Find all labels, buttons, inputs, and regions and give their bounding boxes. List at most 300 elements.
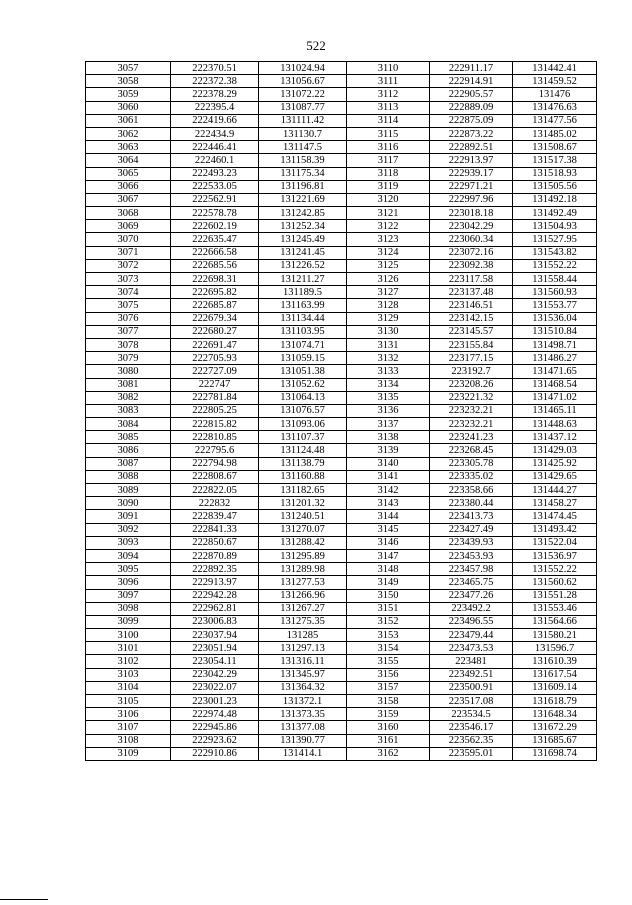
y-coord-cell: 131459.52 [513,75,597,88]
x-coord-cell: 222962.81 [171,602,259,615]
point-id-cell: 3137 [347,418,430,431]
point-id-cell: 3121 [347,207,430,220]
point-id-cell: 3123 [347,233,430,246]
y-coord-cell: 131277.53 [259,576,347,589]
x-coord-cell: 222974.48 [171,708,259,721]
y-coord-cell: 131471.02 [513,391,597,404]
x-coord-cell: 222493.23 [171,167,259,180]
point-id-cell: 3092 [86,523,171,536]
y-coord-cell: 131476.63 [513,101,597,114]
y-coord-cell: 131024.94 [259,62,347,75]
y-coord-cell: 131201.32 [259,497,347,510]
x-coord-cell: 223305.78 [430,457,513,470]
x-coord-cell: 222635.47 [171,233,259,246]
y-coord-cell: 131536.97 [513,549,597,562]
point-id-cell: 3134 [347,378,430,391]
x-coord-cell: 222705.93 [171,352,259,365]
x-coord-cell: 223022.07 [171,681,259,694]
x-coord-cell: 223177.15 [430,352,513,365]
table-row [86,391,597,404]
point-id-cell: 3115 [347,127,430,140]
x-coord-cell: 223042.29 [430,220,513,233]
point-id-cell: 3076 [86,312,171,325]
x-coord-cell: 223232.21 [430,404,513,417]
point-id-cell: 3091 [86,510,171,523]
page-number: 522 [306,38,326,53]
table-row [86,312,597,325]
x-coord-cell: 222889.09 [430,101,513,114]
table-row [86,378,597,391]
x-coord-cell: 223018.18 [430,207,513,220]
y-coord-cell: 131221.69 [259,193,347,206]
point-id-cell: 3090 [86,497,171,510]
point-id-cell: 3093 [86,536,171,549]
point-id-cell: 3084 [86,418,171,431]
x-coord-cell: 223546.17 [430,721,513,734]
point-id-cell: 3071 [86,246,171,259]
point-id-cell: 3068 [86,207,171,220]
table-row [86,576,597,589]
point-id-cell: 3088 [86,470,171,483]
y-coord-cell: 131698.74 [513,747,597,760]
table-row [86,523,597,536]
y-coord-cell: 131465.11 [513,404,597,417]
x-coord-cell: 222795.6 [171,444,259,457]
x-coord-cell: 223006.83 [171,615,259,628]
y-coord-cell: 131377.08 [259,721,347,734]
x-coord-cell: 222578.78 [171,207,259,220]
x-coord-cell: 223453.93 [430,549,513,562]
x-coord-cell: 223037.94 [171,629,259,642]
point-id-cell: 3160 [347,721,430,734]
x-coord-cell: 223001.23 [171,695,259,708]
y-coord-cell: 131226.52 [259,259,347,272]
y-coord-cell: 131275.35 [259,615,347,628]
x-coord-cell: 222727.09 [171,365,259,378]
point-id-cell: 3113 [347,101,430,114]
y-coord-cell: 131552.22 [513,259,597,272]
y-coord-cell: 131437.12 [513,431,597,444]
y-coord-cell: 131158.39 [259,154,347,167]
table-row [86,325,597,338]
table-row [86,273,597,286]
y-coord-cell: 131372.1 [259,695,347,708]
y-coord-cell: 131072.22 [259,88,347,101]
y-coord-cell: 131552.22 [513,563,597,576]
table-row [86,154,597,167]
point-id-cell: 3081 [86,378,171,391]
y-coord-cell: 131242.85 [259,207,347,220]
y-coord-cell: 131056.67 [259,75,347,88]
x-coord-cell: 222911.17 [430,62,513,75]
point-id-cell: 3107 [86,721,171,734]
x-coord-cell: 222698.31 [171,273,259,286]
table-row [86,114,597,127]
x-coord-cell: 222781.84 [171,391,259,404]
x-coord-cell: 222372.38 [171,75,259,88]
point-id-cell: 3069 [86,220,171,233]
point-id-cell: 3062 [86,127,171,140]
x-coord-cell: 223241.23 [430,431,513,444]
x-coord-cell: 223500.91 [430,681,513,694]
point-id-cell: 3144 [347,510,430,523]
point-id-cell: 3122 [347,220,430,233]
x-coord-cell: 223595.01 [430,747,513,760]
point-id-cell: 3130 [347,325,430,338]
table-row [86,563,597,576]
y-coord-cell: 131245.49 [259,233,347,246]
point-id-cell: 3106 [86,708,171,721]
x-coord-cell: 223479.44 [430,629,513,642]
y-coord-cell: 131288.42 [259,536,347,549]
x-coord-cell: 222913.97 [430,154,513,167]
y-coord-cell: 131107.37 [259,431,347,444]
table-row [86,470,597,483]
x-coord-cell: 223060.34 [430,233,513,246]
x-coord-cell: 223192.7 [430,365,513,378]
y-coord-cell: 131064.13 [259,391,347,404]
point-id-cell: 3147 [347,549,430,562]
table-row [86,695,597,708]
x-coord-cell: 223142.15 [430,312,513,325]
table-row [86,589,597,602]
x-coord-cell: 222892.51 [430,141,513,154]
table-row [86,352,597,365]
y-coord-cell: 131493.42 [513,523,597,536]
point-id-cell: 3138 [347,431,430,444]
x-coord-cell: 222914.91 [430,75,513,88]
y-coord-cell: 131074.71 [259,338,347,351]
point-id-cell: 3139 [347,444,430,457]
y-coord-cell: 131267.27 [259,602,347,615]
point-id-cell: 3151 [347,602,430,615]
x-coord-cell: 223232.21 [430,418,513,431]
point-id-cell: 3108 [86,734,171,747]
y-coord-cell: 131498.71 [513,338,597,351]
point-id-cell: 3141 [347,470,430,483]
point-id-cell: 3103 [86,668,171,681]
x-coord-cell: 223492.51 [430,668,513,681]
point-id-cell: 3128 [347,299,430,312]
y-coord-cell: 131316.11 [259,655,347,668]
point-id-cell: 3059 [86,88,171,101]
y-coord-cell: 131560.62 [513,576,597,589]
point-id-cell: 3063 [86,141,171,154]
y-coord-cell: 131609.14 [513,681,597,694]
point-id-cell: 3096 [86,576,171,589]
x-coord-cell: 223137.48 [430,286,513,299]
table-row [86,180,597,193]
y-coord-cell: 131444.27 [513,484,597,497]
x-coord-cell: 223477.26 [430,589,513,602]
point-id-cell: 3067 [86,193,171,206]
table-row [86,62,597,75]
x-coord-cell: 222945.86 [171,721,259,734]
y-coord-cell: 131390.77 [259,734,347,747]
y-coord-cell: 131103.95 [259,325,347,338]
y-coord-cell: 131111.42 [259,114,347,127]
point-id-cell: 3136 [347,404,430,417]
x-coord-cell: 223146.51 [430,299,513,312]
y-coord-cell: 131610.39 [513,655,597,668]
table-row [86,457,597,470]
x-coord-cell: 223465.75 [430,576,513,589]
table-row [86,338,597,351]
point-id-cell: 3064 [86,154,171,167]
point-id-cell: 3140 [347,457,430,470]
y-coord-cell: 131076.57 [259,404,347,417]
table-row [86,721,597,734]
x-coord-cell: 222822.05 [171,484,259,497]
point-id-cell: 3131 [347,338,430,351]
point-id-cell: 3087 [86,457,171,470]
x-coord-cell: 222679.34 [171,312,259,325]
y-coord-cell: 131474.45 [513,510,597,523]
y-coord-cell: 131252.34 [259,220,347,233]
point-id-cell: 3120 [347,193,430,206]
point-id-cell: 3075 [86,299,171,312]
table-row [86,101,597,114]
table-row [86,431,597,444]
point-id-cell: 3127 [347,286,430,299]
y-coord-cell: 131189.5 [259,286,347,299]
y-coord-cell: 131059.15 [259,352,347,365]
y-coord-cell: 131536.04 [513,312,597,325]
table-row [86,167,597,180]
table-row [86,299,597,312]
y-coord-cell: 131618.79 [513,695,597,708]
table-row [86,747,597,760]
table-row [86,207,597,220]
y-coord-cell: 131196.81 [259,180,347,193]
x-coord-cell: 222378.29 [171,88,259,101]
point-id-cell: 3066 [86,180,171,193]
point-id-cell: 3077 [86,325,171,338]
y-coord-cell: 131134.44 [259,312,347,325]
x-coord-cell: 223492.2 [430,602,513,615]
y-coord-cell: 131617.54 [513,668,597,681]
table-row [86,734,597,747]
y-coord-cell: 131289.98 [259,563,347,576]
x-coord-cell: 223221.32 [430,391,513,404]
table-row [86,681,597,694]
y-coord-cell: 131476 [513,88,597,101]
y-coord-cell: 131429.65 [513,470,597,483]
y-coord-cell: 131685.67 [513,734,597,747]
table-row [86,497,597,510]
table-row [86,642,597,655]
y-coord-cell: 131093.06 [259,418,347,431]
point-id-cell: 3102 [86,655,171,668]
point-id-cell: 3148 [347,563,430,576]
y-coord-cell: 131175.34 [259,167,347,180]
y-coord-cell: 131448.63 [513,418,597,431]
point-id-cell: 3145 [347,523,430,536]
y-coord-cell: 131240.51 [259,510,347,523]
table-row [86,629,597,642]
y-coord-cell: 131580.21 [513,629,597,642]
y-coord-cell: 131517.38 [513,154,597,167]
x-coord-cell: 223481 [430,655,513,668]
point-id-cell: 3070 [86,233,171,246]
table-row [86,655,597,668]
y-coord-cell: 131414.1 [259,747,347,760]
y-coord-cell: 131492.18 [513,193,597,206]
y-coord-cell: 131560.93 [513,286,597,299]
point-id-cell: 3146 [347,536,430,549]
x-coord-cell: 223145.57 [430,325,513,338]
x-coord-cell: 222997.96 [430,193,513,206]
point-id-cell: 3119 [347,180,430,193]
y-coord-cell: 131130.7 [259,127,347,140]
table-row [86,668,597,681]
y-coord-cell: 131138.79 [259,457,347,470]
y-coord-cell: 131147.5 [259,141,347,154]
table-row [86,127,597,140]
x-coord-cell: 222691.47 [171,338,259,351]
y-coord-cell: 131425.92 [513,457,597,470]
x-coord-cell: 223072.16 [430,246,513,259]
point-id-cell: 3099 [86,615,171,628]
point-id-cell: 3079 [86,352,171,365]
coordinate-table-body [86,62,597,761]
table-row [86,246,597,259]
x-coord-cell: 223439.93 [430,536,513,549]
point-id-cell: 3126 [347,273,430,286]
x-coord-cell: 223496.55 [430,615,513,628]
x-coord-cell: 222942.28 [171,589,259,602]
x-coord-cell: 222839.47 [171,510,259,523]
point-id-cell: 3132 [347,352,430,365]
table-row [86,484,597,497]
x-coord-cell: 222873.22 [430,127,513,140]
point-id-cell: 3142 [347,484,430,497]
x-coord-cell: 222395.4 [171,101,259,114]
y-coord-cell: 131051.38 [259,365,347,378]
x-coord-cell: 222910.86 [171,747,259,760]
y-coord-cell: 131648.34 [513,708,597,721]
y-coord-cell: 131551.28 [513,589,597,602]
x-coord-cell: 222808.67 [171,470,259,483]
point-id-cell: 3080 [86,365,171,378]
x-coord-cell: 222913.97 [171,576,259,589]
point-id-cell: 3125 [347,259,430,272]
x-coord-cell: 223092.38 [430,259,513,272]
y-coord-cell: 131527.95 [513,233,597,246]
y-coord-cell: 131211.27 [259,273,347,286]
point-id-cell: 3095 [86,563,171,576]
x-coord-cell: 223358.66 [430,484,513,497]
y-coord-cell: 131241.45 [259,246,347,259]
x-coord-cell: 223208.26 [430,378,513,391]
table-row [86,141,597,154]
x-coord-cell: 222460.1 [171,154,259,167]
y-coord-cell: 131345.97 [259,668,347,681]
point-id-cell: 3152 [347,615,430,628]
x-coord-cell: 222810.85 [171,431,259,444]
table-row [86,365,597,378]
point-id-cell: 3072 [86,259,171,272]
table-row [86,602,597,615]
x-coord-cell: 223380.44 [430,497,513,510]
x-coord-cell: 222870.89 [171,549,259,562]
point-id-cell: 3149 [347,576,430,589]
point-id-cell: 3116 [347,141,430,154]
x-coord-cell: 223268.45 [430,444,513,457]
table-row [86,444,597,457]
y-coord-cell: 131087.77 [259,101,347,114]
x-coord-cell: 223457.98 [430,563,513,576]
y-coord-cell: 131485.02 [513,127,597,140]
y-coord-cell: 131596.7 [513,642,597,655]
point-id-cell: 3114 [347,114,430,127]
x-coord-cell: 222832 [171,497,259,510]
point-id-cell: 3159 [347,708,430,721]
table-row [86,259,597,272]
y-coord-cell: 131052.62 [259,378,347,391]
point-id-cell: 3061 [86,114,171,127]
point-id-cell: 3073 [86,273,171,286]
x-coord-cell: 222562.91 [171,193,259,206]
y-coord-cell: 131504.93 [513,220,597,233]
x-coord-cell: 223562.35 [430,734,513,747]
point-id-cell: 3100 [86,629,171,642]
y-coord-cell: 131471.65 [513,365,597,378]
point-id-cell: 3074 [86,286,171,299]
point-id-cell: 3111 [347,75,430,88]
y-coord-cell: 131163.99 [259,299,347,312]
y-coord-cell: 131508.67 [513,141,597,154]
y-coord-cell: 131124.48 [259,444,347,457]
point-id-cell: 3065 [86,167,171,180]
x-coord-cell: 223042.29 [171,668,259,681]
y-coord-cell: 131266.96 [259,589,347,602]
point-id-cell: 3135 [347,391,430,404]
point-id-cell: 3086 [86,444,171,457]
x-coord-cell: 222370.51 [171,62,259,75]
y-coord-cell: 131477.56 [513,114,597,127]
point-id-cell: 3161 [347,734,430,747]
point-id-cell: 3133 [347,365,430,378]
x-coord-cell: 222666.58 [171,246,259,259]
point-id-cell: 3117 [347,154,430,167]
x-coord-cell: 222850.67 [171,536,259,549]
x-coord-cell: 223155.84 [430,338,513,351]
x-coord-cell: 222685.87 [171,299,259,312]
x-coord-cell: 222971.21 [430,180,513,193]
y-coord-cell: 131510.84 [513,325,597,338]
table-row [86,88,597,101]
x-coord-cell: 222923.62 [171,734,259,747]
x-coord-cell: 222685.56 [171,259,259,272]
point-id-cell: 3143 [347,497,430,510]
point-id-cell: 3110 [347,62,430,75]
x-coord-cell: 223117.58 [430,273,513,286]
y-coord-cell: 131522.04 [513,536,597,549]
x-coord-cell: 223473.53 [430,642,513,655]
x-coord-cell: 222434.9 [171,127,259,140]
table-row [86,549,597,562]
y-coord-cell: 131429.03 [513,444,597,457]
x-coord-cell: 222805.25 [171,404,259,417]
y-coord-cell: 131553.77 [513,299,597,312]
point-id-cell: 3124 [347,246,430,259]
x-coord-cell: 222905.57 [430,88,513,101]
point-id-cell: 3118 [347,167,430,180]
y-coord-cell: 131373.35 [259,708,347,721]
y-coord-cell: 131518.93 [513,167,597,180]
point-id-cell: 3060 [86,101,171,114]
